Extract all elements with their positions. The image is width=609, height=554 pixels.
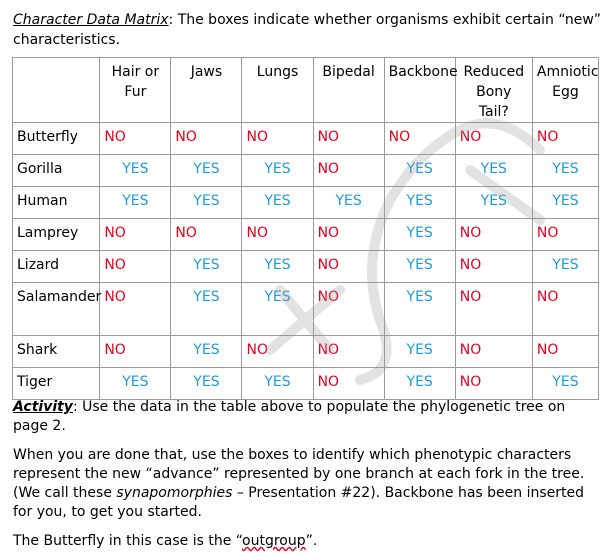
organism-label: Human [13, 187, 100, 219]
organism-label: Lizard [13, 251, 100, 283]
activity-text: : Use the data in the table above to populate the phylogenetic tree on page 2. [13, 399, 566, 434]
trait-cell: NO [455, 368, 532, 400]
trait-cell: NO [532, 336, 598, 368]
trait-cell: YES [455, 155, 532, 187]
trait-cell: NO [455, 219, 532, 251]
trait-cell: YES [242, 283, 313, 336]
trait-cell: YES [384, 336, 455, 368]
trait-cell: YES [532, 187, 598, 219]
trait-cell: YES [242, 187, 313, 219]
trait-cell: YES [384, 219, 455, 251]
trait-cell: NO [313, 368, 384, 400]
trait-cell: NO [100, 219, 171, 251]
column-header: Backbone [384, 58, 455, 123]
instructions-paragraph [13, 446, 603, 522]
table-row [13, 368, 599, 400]
table-row [13, 336, 599, 368]
column-header: Jaws [171, 58, 242, 123]
trait-cell: NO [532, 283, 598, 336]
trait-cell: NO [532, 219, 598, 251]
trait-cell: NO [242, 219, 313, 251]
table-row [13, 123, 599, 155]
trait-cell: YES [242, 251, 313, 283]
trait-cell: NO [384, 123, 455, 155]
column-header: Bipedal [313, 58, 384, 123]
trait-cell: NO [455, 251, 532, 283]
trait-cell: NO [171, 123, 242, 155]
trait-cell: YES [532, 368, 598, 400]
table-row [13, 187, 599, 219]
column-header: Lungs [242, 58, 313, 123]
trait-cell: NO [242, 336, 313, 368]
outgroup-word: outgroup [242, 533, 306, 549]
trait-cell: YES [532, 251, 598, 283]
column-header: Amniotic Egg [532, 58, 598, 123]
table-row [13, 219, 599, 251]
table-row [13, 251, 599, 283]
trait-cell: NO [100, 283, 171, 336]
trait-cell: YES [171, 155, 242, 187]
trait-cell: NO [313, 155, 384, 187]
outgroup-paragraph [13, 532, 603, 551]
matrix-description: : The boxes indicate whether organisms exhibit certain “new” characteristics. [13, 12, 602, 48]
trait-cell: YES [384, 155, 455, 187]
trait-cell: YES [171, 336, 242, 368]
trait-cell: YES [171, 368, 242, 400]
trait-cell: YES [100, 368, 171, 400]
trait-cell: NO [313, 336, 384, 368]
organism-label: Tiger [13, 368, 100, 400]
trait-cell: NO [313, 123, 384, 155]
trait-cell: YES [242, 368, 313, 400]
trait-cell: NO [455, 123, 532, 155]
outgroup-part2: ”. [305, 533, 318, 549]
trait-cell: YES [313, 187, 384, 219]
trait-cell: NO [313, 283, 384, 336]
trait-cell: NO [313, 251, 384, 283]
trait-cell: NO [313, 219, 384, 251]
organism-label: Salamander [13, 283, 100, 336]
synapomorphies-term: synapomorphies [116, 485, 233, 501]
organism-label: Shark [13, 336, 100, 368]
outgroup-part1: The Butterfly in this case is the “ [13, 533, 243, 549]
instructions-part1: When you are done that, use the boxes to identify which phenotypic characters represent the new “advance” represented by one branch at each fork in the tree. (We call these [13, 447, 585, 501]
trait-cell: NO [100, 123, 171, 155]
trait-cell: NO [171, 219, 242, 251]
trait-cell: NO [455, 336, 532, 368]
trait-cell: YES [455, 187, 532, 219]
trait-cell: YES [171, 283, 242, 336]
trait-cell: NO [532, 123, 598, 155]
activity-paragraph [13, 398, 603, 436]
table-row [13, 155, 599, 187]
trait-cell: YES [171, 251, 242, 283]
trait-cell: NO [100, 251, 171, 283]
trait-cell: NO [242, 123, 313, 155]
trait-cell: YES [384, 187, 455, 219]
table-row [13, 283, 599, 336]
trait-cell: YES [384, 283, 455, 336]
corner-cell [13, 58, 100, 123]
column-header: Reduced Bony Tail? [455, 58, 532, 123]
trait-cell: NO [100, 336, 171, 368]
organism-label: Lamprey [13, 219, 100, 251]
trait-cell: YES [384, 251, 455, 283]
activity-label: Activity [13, 399, 73, 415]
character-data-matrix [12, 57, 599, 400]
matrix-title: Character Data Matrix [13, 12, 169, 28]
organism-label: Gorilla [13, 155, 100, 187]
trait-cell: YES [100, 155, 171, 187]
column-header: Hair or Fur [100, 58, 171, 123]
trait-cell: YES [532, 155, 598, 187]
instructions-part2: – Presentation #22). Backbone has been inserted for you, to get you started. [13, 485, 584, 520]
organism-label: Butterfly [13, 123, 100, 155]
trait-cell: NO [455, 283, 532, 336]
header-row [13, 58, 599, 123]
trait-cell: YES [100, 187, 171, 219]
matrix-heading [13, 10, 603, 50]
trait-cell: YES [242, 155, 313, 187]
trait-cell: YES [384, 368, 455, 400]
trait-cell: YES [171, 187, 242, 219]
